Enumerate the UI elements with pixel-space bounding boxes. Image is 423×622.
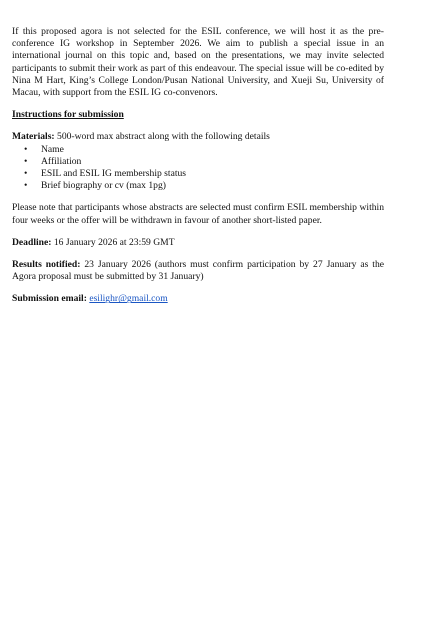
bullet-icon: •: [24, 168, 28, 180]
list-item-text: Name: [41, 143, 64, 155]
list-item-text: Affiliation: [41, 155, 82, 167]
submission-label: Submission email:: [12, 293, 87, 305]
bullet-icon: •: [24, 180, 28, 192]
list-item: [24, 168, 384, 180]
deadline-label: Deadline:: [12, 236, 52, 248]
materials-label: Materials:: [12, 131, 55, 143]
deadline-text: 16 January 2026 at 23:59 GMT: [51, 236, 175, 248]
materials-paragraph: [12, 131, 384, 143]
submission-email-link[interactable]: esilighr@gmail.com: [89, 293, 168, 305]
results-text: 23 January 2026 (authors must confirm participation by 27 January as the Agora proposal must be submitted by 31 January): [12, 259, 384, 283]
bullet-icon: •: [24, 143, 28, 155]
instructions-heading: Instructions for submission: [12, 109, 124, 121]
list-item: [24, 180, 384, 192]
list-item: [24, 156, 384, 168]
deadline-paragraph: [12, 237, 384, 249]
list-item: [24, 144, 384, 156]
membership-note: Please note that participants whose abstracts are selected must confirm ESIL membership within four weeks or the offer will be withdrawn in favour of another short-listed paper.: [12, 202, 384, 226]
bullet-icon: •: [24, 155, 28, 167]
list-item-text: Brief biography or cv (max 1pg): [41, 180, 166, 192]
results-label: Results notified:: [12, 259, 81, 271]
materials-list: [12, 144, 384, 193]
document-page: [12, 26, 384, 316]
list-item-text: ESIL and ESIL IG membership status: [41, 168, 187, 180]
materials-text: 500-word max abstract along with the following details: [54, 131, 270, 143]
submission-paragraph: [12, 293, 384, 305]
intro-paragraph: If this proposed agora is not selected for the ESIL conference, we will host it as the pre-conference IG workshop in September 2026. We aim to publish a special issue in an international journal on this topic and, based on the presentations, we may invite selected participants to submit their work as part of this endeavour. The special issue will be co-edited by Nina M Hart, King’s College London/Pusan National University, and Xueji Su, University of Macau, with support from the ESIL IG co-convenors.: [12, 26, 384, 99]
results-paragraph: [12, 259, 384, 283]
